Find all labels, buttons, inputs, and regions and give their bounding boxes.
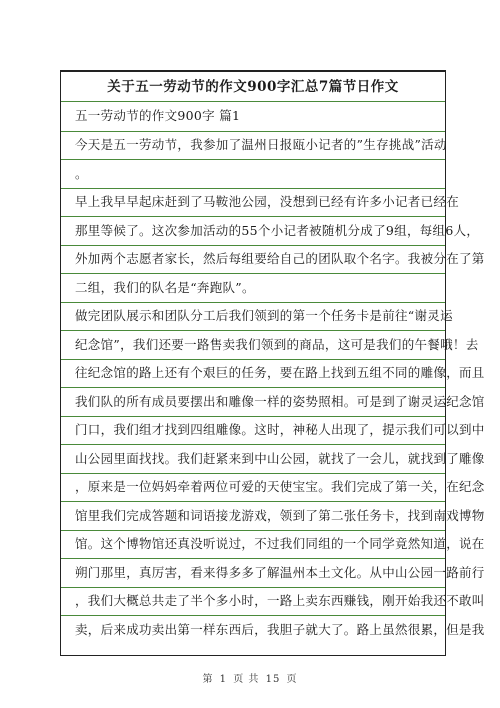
title-divider-line <box>61 101 445 102</box>
text-line: ，原来是一位妈妈牵着两位可爱的天使宝宝。我们完成了第一关，在纪念 <box>75 479 485 494</box>
text-line: 卖，后来成功卖出第一样东西后，我胆子就大了。路上虽然很累，但是我 <box>75 622 485 637</box>
text-line: 山公园里面找找。我们赶紧来到中山公园，就找了一会儿，就找到了雕像 <box>75 451 485 466</box>
ruled-line <box>61 530 445 531</box>
ruled-line <box>61 302 445 303</box>
ruled-line <box>61 216 445 217</box>
ruled-line <box>61 131 445 132</box>
footer-prefix: 第 <box>202 674 214 685</box>
document-title: 关于五一劳动节的作文900字汇总7篇节日作文 <box>107 79 399 95</box>
ruled-line <box>61 501 445 502</box>
text-line: 今天是五一劳动节，我参加了温州日报瓯小记者的”生存挑战”活动 <box>75 137 447 152</box>
ruled-line <box>61 159 445 160</box>
footer-mid: 页 共 <box>233 674 260 685</box>
ruled-line <box>61 558 445 559</box>
text-line: 那里等候了。这次参加活动的55个小记者被随机分成了9组，每组6人， <box>75 223 480 238</box>
ruled-line <box>61 273 445 274</box>
text-line: 朔门那里，真厉害，看来得多多了解温州本土文化。从中山公园一路前行 <box>75 565 485 580</box>
document-page <box>60 70 485 656</box>
ruled-line <box>61 245 445 246</box>
text-line: 做完团队展示和团队分工后我们领到的第一个任务卡是前往“谢灵运 <box>75 308 453 323</box>
section-heading: 五一劳动节的作文900字 篇1 <box>75 108 241 123</box>
text-line: ，我们大概总共走了半个多小时，一路上卖东西赚钱，刚开始我还不敢叫 <box>75 593 485 608</box>
text-line: 门口，我们组才找到四组雕像。这时，神秘人出现了，提示我们可以到中 <box>75 422 485 437</box>
text-line: 。 <box>75 166 88 181</box>
text-line: 馆。这个博物馆还真没听说过，不过我们同组的一个同学竟然知道，说在 <box>75 536 485 551</box>
text-line: 馆里我们完成答题和词语接龙游戏，领到了第二张任务卡，找到南戏博物 <box>75 508 485 523</box>
ruled-line <box>61 587 445 588</box>
ruled-line <box>61 359 445 360</box>
text-line: 早上我早早起床赶到了马鞍池公园，没想到已经有许多小记者已经在 <box>75 194 460 209</box>
total-page-count: 15 <box>265 674 281 685</box>
ruled-line <box>61 473 445 474</box>
ruled-line <box>61 416 445 417</box>
page-footer <box>0 670 500 685</box>
text-line: 二组，我们的队名是“奔跑队”。 <box>75 280 255 295</box>
text-line: 我们队的所有成员要摆出和雕像一样的姿势照相。可是到了谢灵运纪念馆 <box>75 394 485 409</box>
text-line: 纪念馆”，我们还要一路售卖我们领到的商品，这可是我们的午餐哦！去 <box>75 337 479 352</box>
ruled-line <box>61 188 445 189</box>
ruled-line <box>61 330 445 331</box>
text-line: 外加两个志愿者家长，然后每组要给自己的团队取个名字。我被分在了第 <box>75 251 485 266</box>
footer-suffix: 页 <box>286 674 298 685</box>
ruled-line <box>61 444 445 445</box>
current-page-number: 1 <box>219 674 228 685</box>
text-line: 往纪念馆的路上还有个艰巨的任务，要在路上找到五组不同的雕像，而且 <box>75 365 485 380</box>
ruled-line <box>61 615 445 616</box>
ruled-line <box>61 387 445 388</box>
